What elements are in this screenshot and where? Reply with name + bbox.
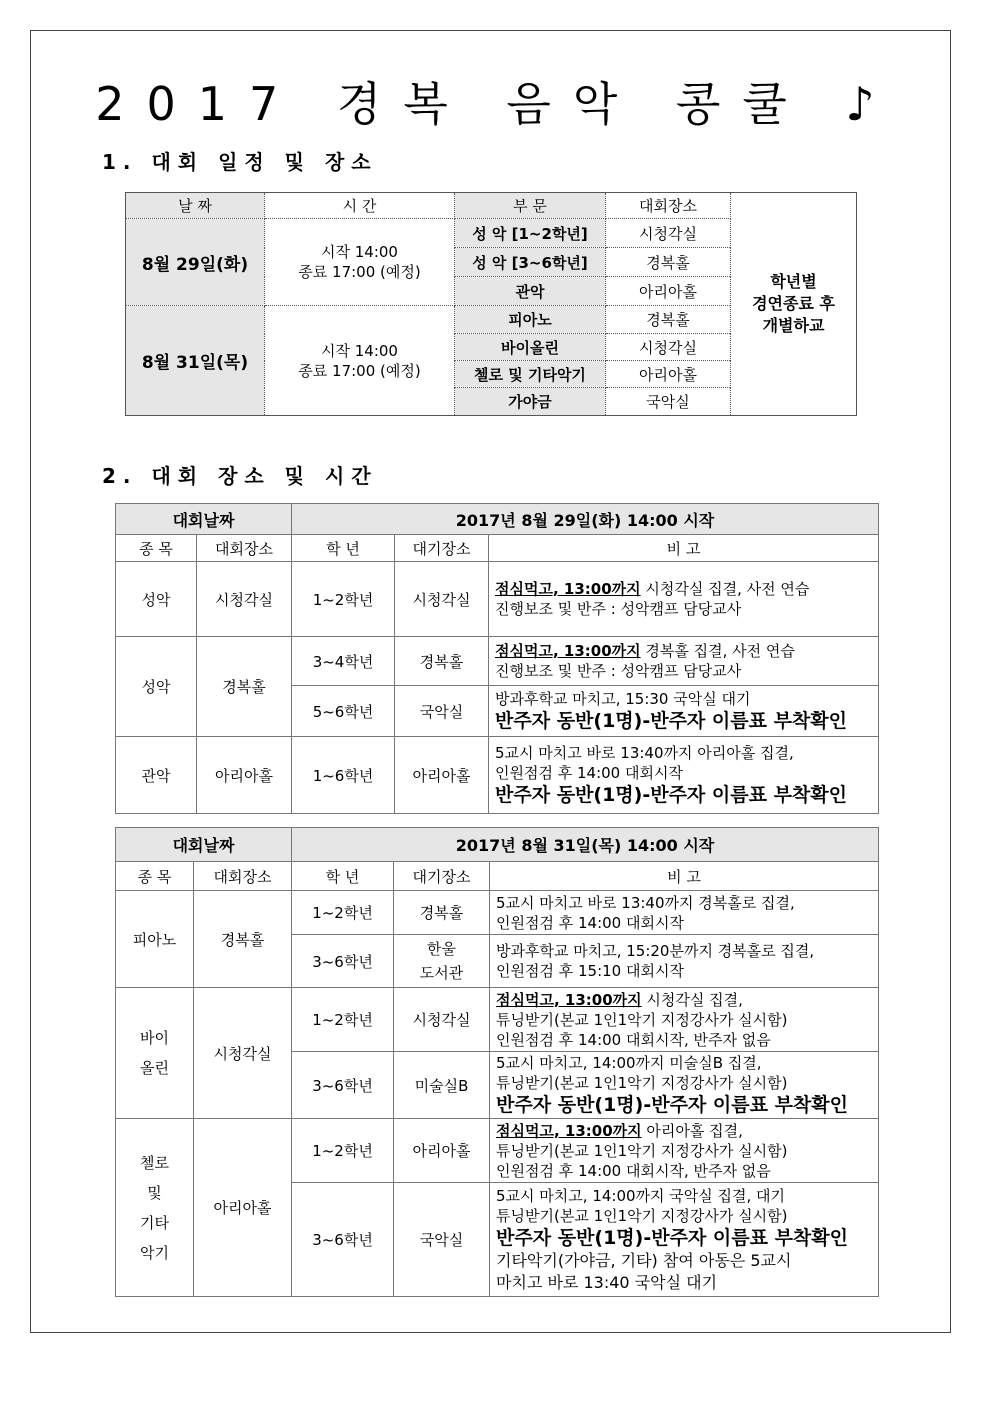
waiting-cell	[394, 935, 490, 988]
day2-start: 시작 14:00	[321, 341, 398, 360]
venue-cell: 아리아홀	[606, 277, 731, 306]
note-cell	[490, 1119, 879, 1183]
note-accompanist: 반주자 동반(1명)-반주자 이름표 부착확인	[496, 1094, 848, 1116]
note-text: 기타악기(가야금, 기타) 참여 아동은 5교시	[496, 1250, 792, 1270]
venue-cell: 아리아홀	[606, 361, 731, 388]
note-text: 인원점검 후 14:00 대회시작, 반주자 없음	[496, 1161, 771, 1180]
note-text: 진행보조 및 반주 : 성악캠프 담당교사	[495, 662, 742, 680]
header-grade: 학 년	[292, 862, 394, 891]
day2-time	[265, 306, 455, 416]
dismissal-cell	[731, 193, 857, 416]
waiting-cell: 아리아홀	[395, 737, 489, 814]
day2-end: 종료 17:00 (예정)	[298, 361, 421, 380]
note-text: 튜닝받기(본교 1인1악기 지정강사가 실시함)	[496, 1074, 788, 1092]
venue-cell: 아리아홀	[194, 1119, 292, 1297]
grade-cell: 5~6학년	[292, 686, 395, 737]
category-line1: 첼로	[140, 1153, 169, 1172]
grade-cell: 1~2학년	[292, 562, 395, 637]
header-date: 날 짜	[126, 193, 265, 219]
header-note: 비 고	[489, 535, 879, 562]
grade-cell: 1~2학년	[292, 1119, 394, 1183]
section1-heading: 1. 대회 일정 및 장소	[102, 150, 378, 174]
venue-cell: 경복홀	[194, 891, 292, 988]
note-emphasis: 점심먹고, 13:00까지	[495, 580, 641, 598]
category-cell	[116, 1119, 194, 1297]
day1-date: 8월 29일(화)	[126, 219, 265, 306]
note-emphasis: 점심먹고, 13:00까지	[496, 990, 642, 1009]
aug31-table	[115, 827, 879, 1297]
note-text: 시청각실 집결,	[641, 990, 743, 1009]
category-line4: 악기	[140, 1243, 169, 1262]
waiting-cell: 아리아홀	[394, 1119, 490, 1183]
dismissal-line1: 학년별	[770, 272, 817, 291]
header-venue: 대회장소	[197, 535, 292, 562]
note-emphasis: 점심먹고, 13:00까지	[495, 642, 641, 660]
note-text: 튜닝받기(본교 1인1악기 지정강사가 실시함)	[496, 1010, 788, 1029]
note-text: 인원점검 후 14:00 대회시작	[495, 764, 683, 782]
grade-cell: 3~6학년	[292, 1052, 394, 1119]
note-cell	[490, 935, 879, 988]
category-cell	[116, 988, 194, 1119]
category-cell: 관악	[116, 737, 197, 814]
day1-end: 종료 17:00 (예정)	[298, 263, 421, 281]
part-cell: 첼로 및 기타악기	[455, 361, 606, 388]
note-text: 5교시 마치고 바로 13:40까지 아리아홀 집결,	[495, 744, 794, 762]
note-text: 튜닝받기(본교 1인1악기 지정강사가 실시함)	[496, 1206, 788, 1225]
header-category: 종 목	[116, 862, 194, 891]
day1-start: 시작 14:00	[321, 243, 398, 261]
grade-cell: 3~6학년	[292, 1183, 394, 1297]
category-line2: 및	[147, 1183, 162, 1202]
venue-cell: 국악실	[606, 388, 731, 416]
note-text: 5교시 마치고, 14:00까지 미술실B 집결,	[496, 1054, 762, 1072]
note-text: 진행보조 및 반주 : 성악캠프 담당교사	[495, 600, 742, 618]
header-part: 부 문	[455, 193, 606, 219]
waiting-line2: 도서관	[419, 964, 464, 982]
category-line2: 올린	[140, 1059, 169, 1077]
note-text: 인원점검 후 14:00 대회시작	[496, 913, 684, 932]
grade-cell: 1~6학년	[292, 737, 395, 814]
category-cell: 피아노	[116, 891, 194, 988]
part-cell: 바이올린	[455, 334, 606, 361]
venue-cell: 경복홀	[606, 306, 731, 334]
schedule-table	[125, 192, 857, 416]
dismissal-line2: 경연종료 후	[752, 294, 835, 313]
waiting-cell: 시청각실	[394, 988, 490, 1052]
note-cell	[489, 562, 879, 637]
page-title: 2017 경복 음악 콩쿨 ♪	[95, 77, 897, 131]
part-cell: 가야금	[455, 388, 606, 416]
header-waiting: 대기장소	[395, 535, 489, 562]
venue-cell: 시청각실	[606, 219, 731, 248]
note-text: 인원점검 후 15:10 대회시작	[496, 962, 684, 980]
date-label: 대회날짜	[116, 828, 292, 862]
grade-cell: 3~4학년	[292, 637, 395, 686]
competition-date: 2017년 8월 29일(화) 14:00 시작	[292, 504, 879, 535]
venue-cell: 아리아홀	[197, 737, 292, 814]
waiting-cell: 미술실B	[394, 1052, 490, 1119]
note-cell	[490, 891, 879, 935]
note-text: 5교시 마치고 바로 13:40까지 경복홀로 집결,	[496, 893, 795, 912]
part-cell: 피아노	[455, 306, 606, 334]
venue-cell: 시청각실	[606, 334, 731, 361]
note-cell	[489, 737, 879, 814]
section2-heading: 2. 대회 장소 및 시간	[102, 464, 378, 488]
note-cell	[490, 988, 879, 1052]
note-text: 시청각실 집결, 사전 연습	[640, 580, 810, 598]
waiting-cell: 시청각실	[395, 562, 489, 637]
waiting-cell: 경복홀	[394, 891, 490, 935]
competition-date: 2017년 8월 31일(목) 14:00 시작	[292, 828, 879, 862]
part-cell: 성 악 [3~6학년]	[455, 248, 606, 277]
aug29-table	[115, 503, 879, 814]
note-cell	[490, 1183, 879, 1297]
dismissal-line3: 개별하교	[762, 316, 825, 335]
category-line3: 기타	[140, 1213, 169, 1232]
venue-cell: 경복홀	[606, 248, 731, 277]
note-cell	[490, 1052, 879, 1119]
header-note: 비 고	[490, 862, 879, 891]
note-text: 아리아홀 집결,	[641, 1121, 743, 1140]
category-cell: 성악	[116, 637, 197, 737]
note-cell	[489, 686, 879, 737]
note-text: 방과후학교 마치고, 15:30 국악실 대기	[495, 690, 751, 708]
category-cell: 성악	[116, 562, 197, 637]
header-venue: 대회장소	[194, 862, 292, 891]
grade-cell: 1~2학년	[292, 891, 394, 935]
note-text: 방과후학교 마치고, 15:20분까지 경복홀로 집결,	[496, 942, 815, 960]
venue-cell: 경복홀	[197, 637, 292, 737]
waiting-cell: 국악실	[395, 686, 489, 737]
part-cell: 관악	[455, 277, 606, 306]
category-line1: 바이	[140, 1029, 169, 1047]
grade-cell: 1~2학년	[292, 988, 394, 1052]
waiting-cell: 국악실	[394, 1183, 490, 1297]
note-text: 경복홀 집결, 사전 연습	[640, 642, 795, 660]
header-time: 시 간	[265, 193, 455, 219]
part-cell: 성 악 [1~2학년]	[455, 219, 606, 248]
grade-cell: 3~6학년	[292, 935, 394, 988]
note-text: 인원점검 후 14:00 대회시작, 반주자 없음	[496, 1030, 771, 1049]
note-text: 튜닝받기(본교 1인1악기 지정강사가 실시함)	[496, 1141, 788, 1160]
waiting-line1: 한울	[427, 940, 456, 958]
note-accompanist: 반주자 동반(1명)-반주자 이름표 부착확인	[495, 710, 847, 732]
note-accompanist: 반주자 동반(1명)-반주자 이름표 부착확인	[496, 1226, 848, 1249]
note-accompanist: 반주자 동반(1명)-반주자 이름표 부착확인	[495, 784, 847, 806]
venue-cell: 시청각실	[194, 988, 292, 1119]
date-label: 대회날짜	[116, 504, 292, 535]
venue-cell: 시청각실	[197, 562, 292, 637]
waiting-cell: 경복홀	[395, 637, 489, 686]
header-venue: 대회장소	[606, 193, 731, 219]
header-category: 종 목	[116, 535, 197, 562]
header-grade: 학 년	[292, 535, 395, 562]
day1-time	[265, 219, 455, 306]
header-waiting: 대기장소	[394, 862, 490, 891]
note-text: 마치고 바로 13:40 국악실 대기	[496, 1272, 718, 1292]
note-text: 5교시 마치고, 14:00까지 국악실 집결, 대기	[496, 1186, 786, 1205]
note-emphasis: 점심먹고, 13:00까지	[496, 1121, 642, 1140]
day2-date: 8월 31일(목)	[126, 306, 265, 416]
note-cell	[489, 637, 879, 686]
